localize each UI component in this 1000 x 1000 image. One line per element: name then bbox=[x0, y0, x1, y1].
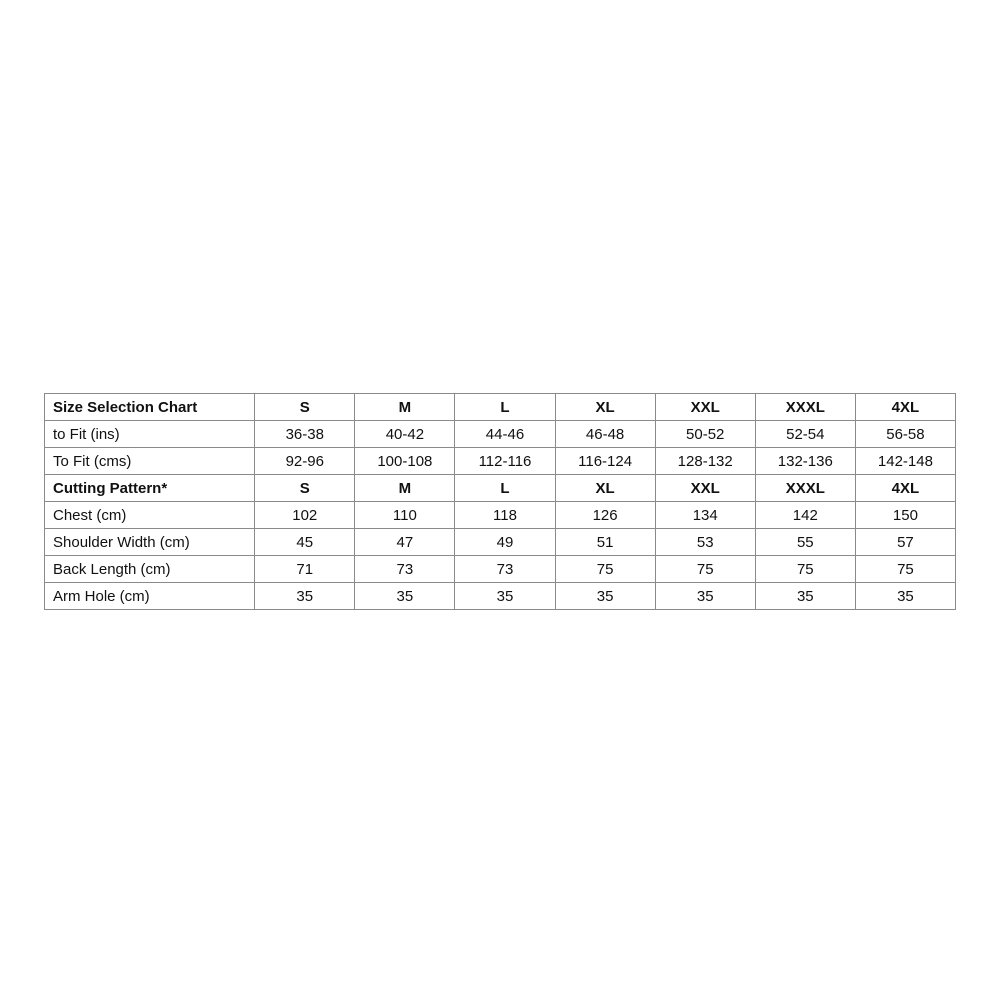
table-cell: 4XL bbox=[855, 475, 955, 502]
size-chart-table bbox=[44, 393, 956, 610]
table-cell: 35 bbox=[655, 583, 755, 610]
table-cell: 126 bbox=[555, 502, 655, 529]
table-cell: 44-46 bbox=[455, 421, 555, 448]
row-label: Arm Hole (cm) bbox=[45, 583, 255, 610]
table-cell: 55 bbox=[755, 529, 855, 556]
table-cell: 47 bbox=[355, 529, 455, 556]
table-cell: XL bbox=[555, 475, 655, 502]
table-cell: 132-136 bbox=[755, 448, 855, 475]
row-label: Size Selection Chart bbox=[45, 394, 255, 421]
table-cell: 142 bbox=[755, 502, 855, 529]
table-cell: 51 bbox=[555, 529, 655, 556]
table-cell: XL bbox=[555, 394, 655, 421]
table-cell: 75 bbox=[555, 556, 655, 583]
table-cell: XXL bbox=[655, 475, 755, 502]
row-label: Back Length (cm) bbox=[45, 556, 255, 583]
table-cell: 112-116 bbox=[455, 448, 555, 475]
table-cell: 75 bbox=[755, 556, 855, 583]
table-cell: L bbox=[455, 475, 555, 502]
table-cell: 50-52 bbox=[655, 421, 755, 448]
table-row bbox=[45, 394, 956, 421]
table-cell: 35 bbox=[255, 583, 355, 610]
table-cell: L bbox=[455, 394, 555, 421]
table-cell: 46-48 bbox=[555, 421, 655, 448]
table-row bbox=[45, 556, 956, 583]
table-cell: 35 bbox=[355, 583, 455, 610]
table-cell: 142-148 bbox=[855, 448, 955, 475]
table-cell: 52-54 bbox=[755, 421, 855, 448]
table-cell: 4XL bbox=[855, 394, 955, 421]
table-cell: 92-96 bbox=[255, 448, 355, 475]
table-row bbox=[45, 475, 956, 502]
table-row bbox=[45, 583, 956, 610]
table-cell: 75 bbox=[655, 556, 755, 583]
table-cell: 53 bbox=[655, 529, 755, 556]
table-cell: 75 bbox=[855, 556, 955, 583]
table-cell: 36-38 bbox=[255, 421, 355, 448]
table-cell: 71 bbox=[255, 556, 355, 583]
row-label: Shoulder Width (cm) bbox=[45, 529, 255, 556]
table-row bbox=[45, 502, 956, 529]
row-label: Chest (cm) bbox=[45, 502, 255, 529]
table-cell: S bbox=[255, 394, 355, 421]
table-cell: 73 bbox=[355, 556, 455, 583]
table-cell: 35 bbox=[555, 583, 655, 610]
table-cell: XXL bbox=[655, 394, 755, 421]
table-row bbox=[45, 421, 956, 448]
table-row bbox=[45, 529, 956, 556]
table-cell: 35 bbox=[855, 583, 955, 610]
table-row bbox=[45, 448, 956, 475]
table-cell: 73 bbox=[455, 556, 555, 583]
size-chart-body bbox=[45, 394, 956, 610]
table-cell: 118 bbox=[455, 502, 555, 529]
table-cell: XXXL bbox=[755, 475, 855, 502]
table-cell: 57 bbox=[855, 529, 955, 556]
table-cell: 100-108 bbox=[355, 448, 455, 475]
table-cell: 134 bbox=[655, 502, 755, 529]
table-cell: 102 bbox=[255, 502, 355, 529]
table-cell: 116-124 bbox=[555, 448, 655, 475]
table-cell: M bbox=[355, 475, 455, 502]
table-cell: 40-42 bbox=[355, 421, 455, 448]
table-cell: 49 bbox=[455, 529, 555, 556]
table-cell: 128-132 bbox=[655, 448, 755, 475]
table-cell: 56-58 bbox=[855, 421, 955, 448]
row-label: To Fit (cms) bbox=[45, 448, 255, 475]
table-cell: XXXL bbox=[755, 394, 855, 421]
table-cell: 45 bbox=[255, 529, 355, 556]
table-cell: M bbox=[355, 394, 455, 421]
row-label: to Fit (ins) bbox=[45, 421, 255, 448]
table-cell: 110 bbox=[355, 502, 455, 529]
table-cell: 35 bbox=[455, 583, 555, 610]
table-cell: 150 bbox=[855, 502, 955, 529]
table-cell: S bbox=[255, 475, 355, 502]
row-label: Cutting Pattern* bbox=[45, 475, 255, 502]
table-cell: 35 bbox=[755, 583, 855, 610]
